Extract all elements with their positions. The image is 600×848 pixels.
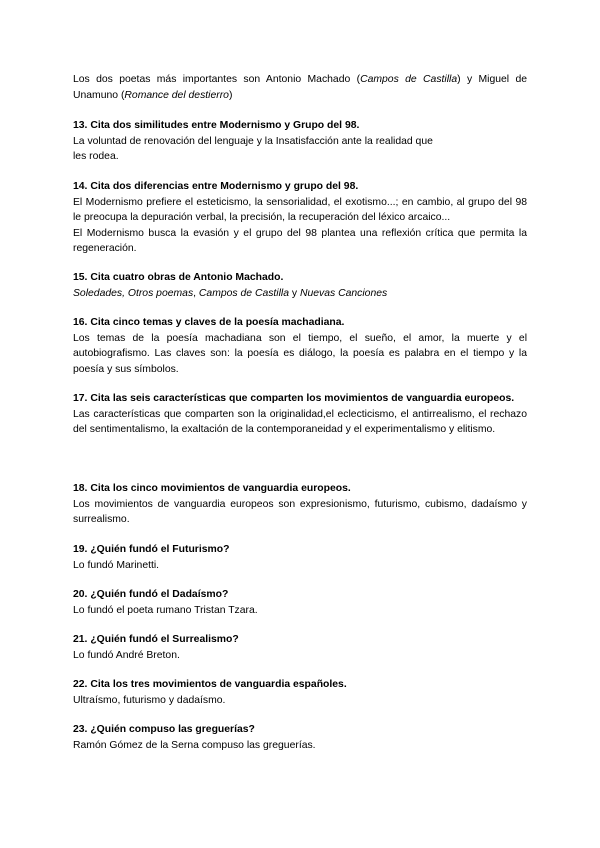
separator: , xyxy=(193,287,199,299)
qa-17 xyxy=(73,391,527,438)
question-15: 15. Cita cuatro obras de Antonio Machado. xyxy=(73,272,284,283)
intro-work-2: Romance del destierro xyxy=(124,89,229,101)
intro-text-3: ) xyxy=(228,89,233,101)
question-21: 21. ¿Quién fundó el Surrealismo? xyxy=(73,634,239,645)
answer-17: Las características que comparten son la originalidad,el eclecticismo, el antirrealismo, el rechazo del sentimentalismo, la exaltación de la contemporaneidad y el experimentalismo y elitismo. xyxy=(73,408,527,435)
qa-21 xyxy=(73,632,527,663)
answer-21: Lo fundó André Breton. xyxy=(73,649,180,661)
intro-text-2: ) y Miguel de Unamuno ( xyxy=(73,74,528,101)
question-17: 17. Cita las seis características que comparten los movimientos de vanguardia europeos. xyxy=(73,393,515,404)
answer-18: Los movimientos de vanguardia europeos son expresionismo, futurismo, cubismo, dadaísmo y surrealismo. xyxy=(73,498,527,525)
intro-text-1: Los dos poetas más importantes son Antonio Machado ( xyxy=(73,74,361,85)
question-14: 14. Cita dos diferencias entre Modernismo y grupo del 98. xyxy=(73,181,359,192)
intro-paragraph xyxy=(73,72,527,103)
question-20: 20. ¿Quién fundó el Dadaísmo? xyxy=(73,589,229,600)
work-nuevas-canciones: Nuevas Canciones xyxy=(300,287,388,299)
qa-18 xyxy=(73,481,527,528)
intro-work-1: Campos de Castilla xyxy=(360,74,458,85)
work-soledades: Soledades, Otros poemas xyxy=(73,287,194,299)
qa-13 xyxy=(73,118,527,165)
qa-16 xyxy=(73,315,527,377)
question-19: 19. ¿Quién fundó el Futurismo? xyxy=(73,544,230,555)
answer-20: Lo fundó el poeta rumano Tristan Tzara. xyxy=(73,604,258,616)
separator: y xyxy=(289,287,300,299)
question-23: 23. ¿Quién compuso las greguerías? xyxy=(73,724,255,735)
question-22: 22. Cita los tres movimientos de vanguardia españoles. xyxy=(73,679,347,690)
answer-19: Lo fundó Marinetti. xyxy=(73,559,160,571)
answer-13-line-1: La voluntad de renovación del lenguaje y la Insatisfacción ante la realidad que xyxy=(73,135,433,147)
qa-14 xyxy=(73,179,527,257)
work-campos-de-castilla: Campos de Castilla xyxy=(198,287,290,299)
qa-22 xyxy=(73,677,527,708)
answer-22: Ultraísmo, futurismo y dadaísmo. xyxy=(73,694,226,706)
qa-15 xyxy=(73,270,527,301)
question-18: 18. Cita los cinco movimientos de vanguardia europeos. xyxy=(73,483,351,494)
answer-16: Los temas de la poesía machadiana son el tiempo, el sueño, el amor, la muerte y el autobiografismo. Las claves son: la poesía es diálogo, la poesía es palabra en el tiempo y la poesía y sus símbolos. xyxy=(73,332,527,375)
answer-15 xyxy=(73,286,527,302)
answer-14-part-2: El Modernismo busca la evasión y el grupo del 98 plantea una reflexión crítica que permita la regeneración. xyxy=(73,227,527,254)
question-13: 13. Cita dos similitudes entre Modernismo y Grupo del 98. xyxy=(73,120,360,131)
question-16: 16. Cita cinco temas y claves de la poesía machadiana. xyxy=(73,317,345,328)
qa-20 xyxy=(73,587,527,618)
answer-14-part-1: El Modernismo prefiere el esteticismo, la sensorialidad, el exotismo...; en cambio, al grupo del 98 le preocupa la depuración verbal, la precisión, la recuperación del léxico arcaico... xyxy=(73,196,527,223)
qa-19 xyxy=(73,542,527,573)
answer-13-line-2: les rodea. xyxy=(73,151,119,162)
answer-23: Ramón Gómez de la Serna compuso las greguerías. xyxy=(73,739,316,751)
qa-23 xyxy=(73,722,527,753)
